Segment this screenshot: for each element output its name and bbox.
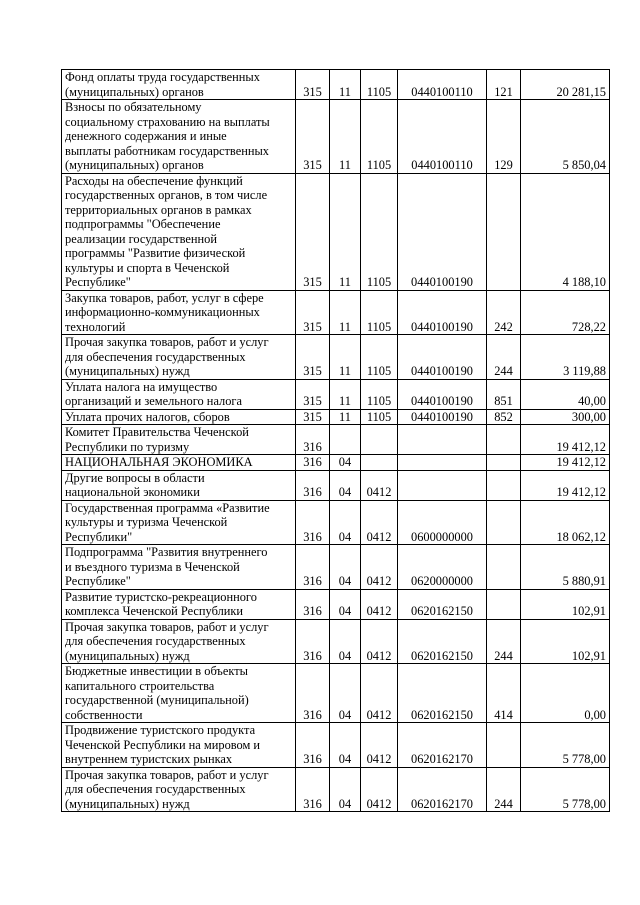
ministry-code-cell: 316 xyxy=(296,664,330,723)
subsection-code-cell: 1105 xyxy=(361,290,398,335)
table-row xyxy=(62,470,610,500)
amount-cell: 728,22 xyxy=(521,290,610,335)
target-code-cell xyxy=(398,455,487,471)
amount-cell: 102,91 xyxy=(521,589,610,619)
expense-kind-cell: 242 xyxy=(487,290,521,335)
ministry-code-cell: 315 xyxy=(296,70,330,100)
item-name-line: Фонд оплаты труда государственных xyxy=(65,70,260,84)
budget-table xyxy=(61,69,610,812)
ministry-code-cell: 315 xyxy=(296,379,330,409)
amount-cell: 18 062,12 xyxy=(521,500,610,545)
item-name-line: Прочая закупка товаров, работ и услуг xyxy=(65,767,269,782)
item-name-cell xyxy=(62,664,296,723)
item-name-cell xyxy=(62,70,296,100)
section-code-cell: 11 xyxy=(330,409,361,425)
amount-cell: 40,00 xyxy=(521,379,610,409)
item-name-line: Бюджетные инвестиции в объекты xyxy=(65,664,248,678)
expense-kind-cell xyxy=(487,545,521,590)
amount-cell: 3 119,88 xyxy=(521,335,610,380)
item-name-cell xyxy=(62,290,296,335)
item-name-cell xyxy=(62,470,296,500)
expense-kind-cell xyxy=(487,455,521,471)
ministry-code-cell: 316 xyxy=(296,425,330,455)
target-code-cell: 0440100190 xyxy=(398,335,487,380)
target-code-cell xyxy=(398,425,487,455)
item-name-line: государственных органов, в том числе xyxy=(65,188,268,202)
item-name-cell xyxy=(62,173,296,290)
table-row xyxy=(62,723,610,768)
target-code-cell: 0600000000 xyxy=(398,500,487,545)
expense-kind-cell xyxy=(487,589,521,619)
item-name-line: внутреннем туристских рынках xyxy=(65,752,233,766)
item-name-line: организаций и земельного налога xyxy=(65,394,243,408)
expense-kind-cell: 852 xyxy=(487,409,521,425)
item-name-line: Прочая закупка товаров, работ и услуг xyxy=(65,619,269,634)
item-name-line: (муниципальных) органов xyxy=(65,158,204,172)
amount-cell: 5 778,00 xyxy=(521,767,610,812)
item-name-line: Чеченской Республики на мировом и xyxy=(65,737,261,752)
expense-kind-cell xyxy=(487,723,521,768)
item-name-cell xyxy=(62,455,296,471)
ministry-code-cell: 316 xyxy=(296,500,330,545)
section-code-cell: 11 xyxy=(330,173,361,290)
ministry-code-cell: 316 xyxy=(296,589,330,619)
table-row xyxy=(62,545,610,590)
item-name-line: Развитие туристско-рекреационного xyxy=(65,589,257,604)
expense-kind-cell: 244 xyxy=(487,335,521,380)
ministry-code-cell: 316 xyxy=(296,455,330,471)
expense-kind-cell xyxy=(487,173,521,290)
expense-kind-cell xyxy=(487,470,521,500)
ministry-code-cell: 316 xyxy=(296,723,330,768)
item-name-line: Республики по туризму xyxy=(65,439,190,454)
item-name-line: подпрограммы "Обеспечение xyxy=(65,217,221,231)
ministry-code-cell: 316 xyxy=(296,545,330,590)
item-name-cell xyxy=(62,500,296,545)
expense-kind-cell: 244 xyxy=(487,767,521,812)
item-name-cell xyxy=(62,589,296,619)
section-code-cell: 11 xyxy=(330,70,361,100)
ministry-code-cell: 316 xyxy=(296,619,330,664)
item-name-line: Расходы на обеспечение функций xyxy=(65,173,243,188)
amount-cell: 300,00 xyxy=(521,409,610,425)
expense-kind-cell: 851 xyxy=(487,379,521,409)
item-name-line: Уплата прочих налогов, сборов xyxy=(65,409,230,424)
item-name-line: Комитет Правительства Чеченской xyxy=(65,425,249,439)
section-code-cell: 11 xyxy=(330,335,361,380)
expense-kind-cell: 244 xyxy=(487,619,521,664)
target-code-cell: 0620162150 xyxy=(398,619,487,664)
item-name-cell xyxy=(62,335,296,380)
section-code-cell: 04 xyxy=(330,545,361,590)
amount-cell: 19 412,12 xyxy=(521,470,610,500)
subsection-code-cell: 1105 xyxy=(361,173,398,290)
section-code-cell: 04 xyxy=(330,455,361,471)
item-name-line: Подпрограмма "Развития внутреннего xyxy=(65,545,268,559)
section-code-cell: 04 xyxy=(330,470,361,500)
item-name-cell xyxy=(62,409,296,425)
ministry-code-cell: 315 xyxy=(296,173,330,290)
target-code-cell: 0440100190 xyxy=(398,173,487,290)
table-row xyxy=(62,664,610,723)
item-name-line: и въездного туризма в Чеченской xyxy=(65,559,240,574)
amount-cell: 19 412,12 xyxy=(521,455,610,471)
table-row xyxy=(62,619,610,664)
section-code-cell xyxy=(330,425,361,455)
amount-cell: 0,00 xyxy=(521,664,610,723)
section-code-cell: 04 xyxy=(330,723,361,768)
subsection-code-cell: 0412 xyxy=(361,664,398,723)
subsection-code-cell: 0412 xyxy=(361,767,398,812)
table-row xyxy=(62,409,610,425)
subsection-code-cell: 0412 xyxy=(361,619,398,664)
item-name-line: культуры и туризма Чеченской xyxy=(65,515,228,529)
subsection-code-cell: 1105 xyxy=(361,100,398,174)
target-code-cell: 0440100190 xyxy=(398,290,487,335)
item-name-cell xyxy=(62,545,296,590)
table-row xyxy=(62,425,610,455)
target-code-cell xyxy=(398,470,487,500)
table-row xyxy=(62,589,610,619)
item-name-line: Закупка товаров, работ, услуг в сфере xyxy=(65,290,264,305)
section-code-cell: 11 xyxy=(330,100,361,174)
item-name-line: реализации государственной xyxy=(65,231,217,246)
subsection-code-cell: 1105 xyxy=(361,409,398,425)
target-code-cell: 0620162170 xyxy=(398,767,487,812)
item-name-line: Прочая закупка товаров, работ и услуг xyxy=(65,335,269,349)
item-name-line: технологий xyxy=(65,319,126,334)
item-name-line: для обеспечения государственных xyxy=(65,782,246,796)
item-name-cell xyxy=(62,723,296,768)
section-code-cell: 04 xyxy=(330,767,361,812)
target-code-cell: 0440100110 xyxy=(398,100,487,174)
subsection-code-cell: 1105 xyxy=(361,70,398,100)
table-row xyxy=(62,173,610,290)
item-name-line: (муниципальных) нужд xyxy=(65,648,190,663)
amount-cell: 19 412,12 xyxy=(521,425,610,455)
item-name-line: Государственная программа «Развитие xyxy=(65,500,270,515)
subsection-code-cell: 0412 xyxy=(361,589,398,619)
table-row xyxy=(62,455,610,471)
section-code-cell: 04 xyxy=(330,500,361,545)
item-name-line: программы "Развитие физической xyxy=(65,246,246,260)
subsection-code-cell: 0412 xyxy=(361,545,398,590)
item-name-line: Республики" xyxy=(65,529,133,544)
target-code-cell: 0620162150 xyxy=(398,664,487,723)
item-name-cell xyxy=(62,619,296,664)
subsection-code-cell: 1105 xyxy=(361,379,398,409)
item-name-line: для обеспечения государственных xyxy=(65,634,246,648)
subsection-code-cell xyxy=(361,425,398,455)
item-name-line: для обеспечения государственных xyxy=(65,349,246,364)
amount-cell: 4 188,10 xyxy=(521,173,610,290)
table-row xyxy=(62,767,610,812)
amount-cell: 20 281,15 xyxy=(521,70,610,100)
item-name-line: Уплата налога на имущество xyxy=(65,379,218,394)
subsection-code-cell: 0412 xyxy=(361,723,398,768)
table-row xyxy=(62,379,610,409)
item-name-line: Республике" xyxy=(65,574,131,588)
item-name-line: государственной (муниципальной) xyxy=(65,693,249,707)
table-row xyxy=(62,500,610,545)
item-name-cell xyxy=(62,767,296,812)
amount-cell: 102,91 xyxy=(521,619,610,664)
table-row xyxy=(62,100,610,174)
ministry-code-cell: 316 xyxy=(296,767,330,812)
amount-cell: 5 850,04 xyxy=(521,100,610,174)
target-code-cell: 0620162170 xyxy=(398,723,487,768)
target-code-cell: 0440100190 xyxy=(398,409,487,425)
section-code-cell: 04 xyxy=(330,664,361,723)
amount-cell: 5 880,91 xyxy=(521,545,610,590)
item-name-line: комплекса Чеченской Республики xyxy=(65,604,244,618)
subsection-code-cell: 0412 xyxy=(361,470,398,500)
expense-kind-cell xyxy=(487,500,521,545)
table-body xyxy=(62,70,610,812)
subsection-code-cell: 1105 xyxy=(361,335,398,380)
item-name-line: Продвижение туристского продукта xyxy=(65,723,256,737)
expense-kind-cell: 129 xyxy=(487,100,521,174)
subsection-code-cell: 0412 xyxy=(361,500,398,545)
target-code-cell: 0620162150 xyxy=(398,589,487,619)
section-code-cell: 11 xyxy=(330,290,361,335)
ministry-code-cell: 315 xyxy=(296,409,330,425)
item-name-cell xyxy=(62,425,296,455)
item-name-cell xyxy=(62,379,296,409)
expense-kind-cell xyxy=(487,425,521,455)
table-row xyxy=(62,335,610,380)
item-name-line: национальной экономики xyxy=(65,485,200,499)
item-name-line: (муниципальных) органов xyxy=(65,84,204,99)
section-code-cell: 04 xyxy=(330,619,361,664)
amount-cell: 5 778,00 xyxy=(521,723,610,768)
item-name-line: (муниципальных) нужд xyxy=(65,796,190,811)
item-name-line: выплаты работникам государственных xyxy=(65,143,269,158)
item-name-line: денежного содержания и иные xyxy=(65,129,227,143)
item-name-line: Взносы по обязательному xyxy=(65,100,202,114)
item-name-line: капитального строительства xyxy=(65,678,215,693)
expense-kind-cell: 414 xyxy=(487,664,521,723)
item-name-line: Другие вопросы в области xyxy=(65,470,205,485)
section-code-cell: 11 xyxy=(330,379,361,409)
ministry-code-cell: 315 xyxy=(296,335,330,380)
table-row xyxy=(62,70,610,100)
ministry-code-cell: 315 xyxy=(296,290,330,335)
target-code-cell: 0620000000 xyxy=(398,545,487,590)
item-name-line: культуры и спорта в Чеченской xyxy=(65,260,230,275)
item-name-line: информационно-коммуникационных xyxy=(65,305,260,319)
item-name-line: НАЦИОНАЛЬНАЯ ЭКОНОМИКА xyxy=(65,455,253,469)
section-code-cell: 04 xyxy=(330,589,361,619)
item-name-line: (муниципальных) нужд xyxy=(65,364,190,378)
expense-kind-cell: 121 xyxy=(487,70,521,100)
target-code-cell: 0440100110 xyxy=(398,70,487,100)
item-name-cell xyxy=(62,100,296,174)
ministry-code-cell: 315 xyxy=(296,100,330,174)
target-code-cell: 0440100190 xyxy=(398,379,487,409)
item-name-line: собственности xyxy=(65,707,143,722)
item-name-line: территориальных органов в рамках xyxy=(65,202,252,217)
item-name-line: Республике" xyxy=(65,275,131,289)
table-row xyxy=(62,290,610,335)
subsection-code-cell xyxy=(361,455,398,471)
item-name-line: социальному страхованию на выплаты xyxy=(65,114,270,129)
ministry-code-cell: 316 xyxy=(296,470,330,500)
